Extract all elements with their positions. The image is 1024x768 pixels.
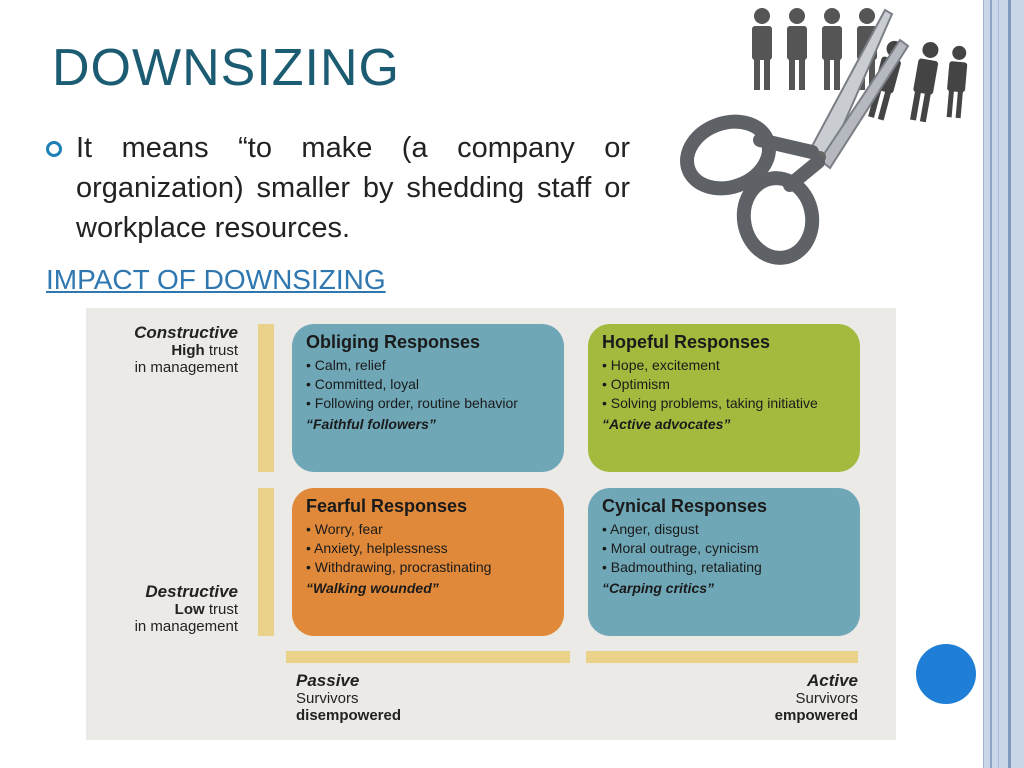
scissors-cutting-people-icon (680, 0, 980, 265)
x-axis-right-label: Active Survivors empowered (774, 671, 858, 724)
ring-bullet-icon (46, 141, 62, 157)
quadrant-fearful: Fearful Responses • Worry, fear • Anxiety, helplessness • Withdrawing, procrastinating “Walking wounded” (292, 488, 564, 636)
quadrant-obliging: Obliging Responses • Calm, relief • Committed, loyal • Following order, routine behavior “Faithful followers” (292, 324, 564, 472)
axis-bar-right (586, 651, 858, 663)
y-axis-bottom-label: Destructive Low trust in management (134, 582, 238, 635)
bullet-text: It means “to make (a company or organization) smaller by shedding staff or workplace resources. (76, 132, 630, 244)
axis-bar-left (286, 651, 570, 663)
downsizing-impact-diagram (86, 308, 896, 740)
impact-link[interactable]: IMPACT OF DOWNSIZING (46, 264, 386, 295)
y-axis-top-label: Constructive High trust in management (134, 323, 238, 376)
decorative-dot (916, 644, 976, 704)
slide-title: DOWNSIZING (52, 39, 400, 97)
slide-frame-right (983, 0, 1024, 768)
axis-bar-bottom (258, 488, 274, 636)
bullet-point (46, 128, 630, 248)
x-axis-left-label: Passive Survivors disempowered (296, 671, 402, 724)
quadrant-cynical: Cynical Responses • Anger, disgust • Moral outrage, cynicism • Badmouthing, retaliating “Carping critics” (588, 488, 860, 636)
axis-bar-top (258, 324, 274, 472)
quadrant-hopeful: Hopeful Responses • Hope, excitement • Optimism • Solving problems, taking initiative “Active advocates” (588, 324, 860, 472)
